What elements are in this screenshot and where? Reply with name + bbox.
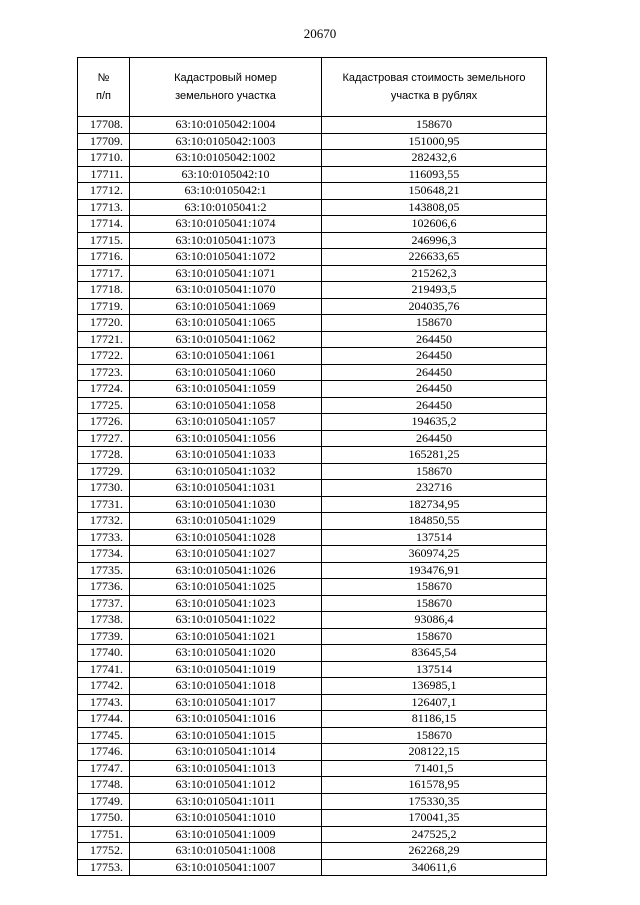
row-number: 17723. xyxy=(78,364,130,381)
cadastral-value: 208122,15 xyxy=(322,744,547,761)
cadastral-value: 161578,95 xyxy=(322,777,547,794)
header-cadastral-value xyxy=(322,58,547,117)
cadastral-value: 340611,6 xyxy=(322,859,547,876)
cadastral-number: 63:10:0105041:1060 xyxy=(130,364,322,381)
row-number: 17747. xyxy=(78,760,130,777)
cadastral-number: 63:10:0105041:1058 xyxy=(130,397,322,414)
cadastral-value: 158670 xyxy=(322,628,547,645)
table-row xyxy=(78,727,547,744)
cadastral-number: 63:10:0105042:1002 xyxy=(130,150,322,167)
cadastral-number: 63:10:0105042:1 xyxy=(130,183,322,200)
cadastral-value: 136985,1 xyxy=(322,678,547,695)
cadastral-value: 219493,5 xyxy=(322,282,547,299)
cadastral-number: 63:10:0105041:1056 xyxy=(130,430,322,447)
row-number: 17738. xyxy=(78,612,130,629)
cadastral-number: 63:10:0105041:1027 xyxy=(130,546,322,563)
header-cadastral-number xyxy=(130,58,322,117)
cadastral-value: 360974,25 xyxy=(322,546,547,563)
table-row xyxy=(78,414,547,431)
table-row xyxy=(78,843,547,860)
cadastral-number: 63:10:0105041:1022 xyxy=(130,612,322,629)
table-row xyxy=(78,249,547,266)
cadastral-number: 63:10:0105041:1031 xyxy=(130,480,322,497)
cadastral-number: 63:10:0105041:1070 xyxy=(130,282,322,299)
cadastral-number: 63:10:0105041:1021 xyxy=(130,628,322,645)
cadastral-number: 63:10:0105041:1013 xyxy=(130,760,322,777)
row-number: 17730. xyxy=(78,480,130,497)
table-row xyxy=(78,529,547,546)
cadastral-number: 63:10:0105042:1003 xyxy=(130,133,322,150)
cadastral-value: 182734,95 xyxy=(322,496,547,513)
cadastral-number: 63:10:0105041:1033 xyxy=(130,447,322,464)
row-number: 17742. xyxy=(78,678,130,695)
table-row xyxy=(78,661,547,678)
cadastral-number: 63:10:0105041:1062 xyxy=(130,331,322,348)
cadastral-value: 158670 xyxy=(322,595,547,612)
table-row xyxy=(78,859,547,876)
row-number: 17709. xyxy=(78,133,130,150)
table-row xyxy=(78,166,547,183)
table-row xyxy=(78,480,547,497)
cadastral-value: 264450 xyxy=(322,364,547,381)
table-row xyxy=(78,546,547,563)
table-row xyxy=(78,183,547,200)
cadastral-value: 193476,91 xyxy=(322,562,547,579)
row-number: 17718. xyxy=(78,282,130,299)
cadastral-value: 158670 xyxy=(322,579,547,596)
table-row xyxy=(78,315,547,332)
cadastral-value: 184850,55 xyxy=(322,513,547,530)
row-number: 17711. xyxy=(78,166,130,183)
page-number: 20670 xyxy=(303,26,337,41)
table-row xyxy=(78,645,547,662)
cadastral-value: 175330,35 xyxy=(322,793,547,810)
table-row xyxy=(78,777,547,794)
cadastral-value: 102606,6 xyxy=(322,216,547,233)
row-number: 17713. xyxy=(78,199,130,216)
table-row xyxy=(78,265,547,282)
cadastral-value: 226633,65 xyxy=(322,249,547,266)
cadastral-number: 63:10:0105041:1026 xyxy=(130,562,322,579)
cadastral-number: 63:10:0105041:1010 xyxy=(130,810,322,827)
row-number: 17714. xyxy=(78,216,130,233)
table-row xyxy=(78,711,547,728)
table-row xyxy=(78,595,547,612)
row-number: 17724. xyxy=(78,381,130,398)
row-number: 17745. xyxy=(78,727,130,744)
cadastral-number: 63:10:0105041:1025 xyxy=(130,579,322,596)
row-number: 17731. xyxy=(78,496,130,513)
table-row xyxy=(78,562,547,579)
cadastral-value: 143808,05 xyxy=(322,199,547,216)
row-number: 17739. xyxy=(78,628,130,645)
table-row xyxy=(78,117,547,134)
row-number: 17717. xyxy=(78,265,130,282)
row-number: 17726. xyxy=(78,414,130,431)
row-number: 17712. xyxy=(78,183,130,200)
cadastral-value: 264450 xyxy=(322,348,547,365)
row-number: 17741. xyxy=(78,661,130,678)
cadastral-value: 116093,55 xyxy=(322,166,547,183)
cadastral-value: 83645,54 xyxy=(322,645,547,662)
row-number: 17728. xyxy=(78,447,130,464)
table-body xyxy=(78,117,547,876)
cadastral-number: 63:10:0105041:1029 xyxy=(130,513,322,530)
row-number: 17715. xyxy=(78,232,130,249)
cadastral-value: 150648,21 xyxy=(322,183,547,200)
cadastral-value-table xyxy=(77,57,547,876)
row-number: 17749. xyxy=(78,793,130,810)
row-number: 17725. xyxy=(78,397,130,414)
table-row xyxy=(78,463,547,480)
header-num xyxy=(78,58,130,117)
cadastral-number: 63:10:0105041:1020 xyxy=(130,645,322,662)
header-num-text: № п/п xyxy=(96,72,111,102)
row-number: 17720. xyxy=(78,315,130,332)
cadastral-number: 63:10:0105041:1008 xyxy=(130,843,322,860)
table-row xyxy=(78,447,547,464)
cadastral-number: 63:10:0105041:1023 xyxy=(130,595,322,612)
row-number: 17735. xyxy=(78,562,130,579)
cadastral-number: 63:10:0105041:1069 xyxy=(130,298,322,315)
header-cadastral-number-text: Кадастровый номер земельного участка xyxy=(174,72,277,102)
cadastral-value: 247525,2 xyxy=(322,826,547,843)
cadastral-number: 63:10:0105041:1012 xyxy=(130,777,322,794)
cadastral-number: 63:10:0105041:1028 xyxy=(130,529,322,546)
row-number: 17750. xyxy=(78,810,130,827)
table-row xyxy=(78,744,547,761)
cadastral-number: 63:10:0105041:1059 xyxy=(130,381,322,398)
row-number: 17748. xyxy=(78,777,130,794)
row-number: 17744. xyxy=(78,711,130,728)
row-number: 17743. xyxy=(78,694,130,711)
cadastral-value: 264450 xyxy=(322,397,547,414)
cadastral-number: 63:10:0105041:1019 xyxy=(130,661,322,678)
cadastral-number: 63:10:0105041:1061 xyxy=(130,348,322,365)
cadastral-value: 71401,5 xyxy=(322,760,547,777)
cadastral-value: 158670 xyxy=(322,117,547,134)
cadastral-number: 63:10:0105041:1072 xyxy=(130,249,322,266)
row-number: 17729. xyxy=(78,463,130,480)
table-row xyxy=(78,150,547,167)
cadastral-number: 63:10:0105041:1065 xyxy=(130,315,322,332)
table-row xyxy=(78,381,547,398)
row-number: 17722. xyxy=(78,348,130,365)
table-row xyxy=(78,678,547,695)
cadastral-value: 158670 xyxy=(322,727,547,744)
table-row xyxy=(78,232,547,249)
cadastral-number: 63:10:0105041:1073 xyxy=(130,232,322,249)
row-number: 17752. xyxy=(78,843,130,860)
cadastral-number: 63:10:0105041:1017 xyxy=(130,694,322,711)
cadastral-number: 63:10:0105041:2 xyxy=(130,199,322,216)
row-number: 17733. xyxy=(78,529,130,546)
table-row xyxy=(78,364,547,381)
cadastral-value: 232716 xyxy=(322,480,547,497)
cadastral-value: 246996,3 xyxy=(322,232,547,249)
cadastral-number: 63:10:0105041:1074 xyxy=(130,216,322,233)
table-row xyxy=(78,199,547,216)
cadastral-value: 137514 xyxy=(322,529,547,546)
row-number: 17719. xyxy=(78,298,130,315)
cadastral-value: 264450 xyxy=(322,430,547,447)
table-row xyxy=(78,397,547,414)
cadastral-value: 137514 xyxy=(322,661,547,678)
cadastral-number: 63:10:0105041:1057 xyxy=(130,414,322,431)
cadastral-value: 215262,3 xyxy=(322,265,547,282)
table-row xyxy=(78,612,547,629)
row-number: 17710. xyxy=(78,150,130,167)
table-row xyxy=(78,348,547,365)
cadastral-value: 165281,25 xyxy=(322,447,547,464)
cadastral-value: 282432,6 xyxy=(322,150,547,167)
table-row xyxy=(78,810,547,827)
cadastral-value: 194635,2 xyxy=(322,414,547,431)
cadastral-number: 63:10:0105041:1011 xyxy=(130,793,322,810)
table-row xyxy=(78,579,547,596)
header-cadastral-value-text: Кадастровая стоимость земельного участка в рублях xyxy=(342,72,526,102)
cadastral-number: 63:10:0105042:1004 xyxy=(130,117,322,134)
cadastral-value: 93086,4 xyxy=(322,612,547,629)
cadastral-number: 63:10:0105042:10 xyxy=(130,166,322,183)
table-row xyxy=(78,496,547,513)
cadastral-value: 170041,35 xyxy=(322,810,547,827)
cadastral-number: 63:10:0105041:1009 xyxy=(130,826,322,843)
row-number: 17734. xyxy=(78,546,130,563)
cadastral-value: 81186,15 xyxy=(322,711,547,728)
row-number: 17740. xyxy=(78,645,130,662)
cadastral-value: 158670 xyxy=(322,463,547,480)
table-row xyxy=(78,513,547,530)
cadastral-value: 151000,95 xyxy=(322,133,547,150)
row-number: 17716. xyxy=(78,249,130,266)
row-number: 17746. xyxy=(78,744,130,761)
row-number: 17751. xyxy=(78,826,130,843)
row-number: 17753. xyxy=(78,859,130,876)
row-number: 17736. xyxy=(78,579,130,596)
table-row xyxy=(78,216,547,233)
row-number: 17708. xyxy=(78,117,130,134)
cadastral-value: 158670 xyxy=(322,315,547,332)
table-header xyxy=(78,58,547,117)
table-row xyxy=(78,282,547,299)
table-row xyxy=(78,133,547,150)
cadastral-number: 63:10:0105041:1032 xyxy=(130,463,322,480)
table-row xyxy=(78,331,547,348)
cadastral-value: 264450 xyxy=(322,331,547,348)
row-number: 17732. xyxy=(78,513,130,530)
cadastral-number: 63:10:0105041:1071 xyxy=(130,265,322,282)
cadastral-value: 264450 xyxy=(322,381,547,398)
cadastral-value: 262268,29 xyxy=(322,843,547,860)
cadastral-value: 126407,1 xyxy=(322,694,547,711)
cadastral-number: 63:10:0105041:1014 xyxy=(130,744,322,761)
cadastral-number: 63:10:0105041:1007 xyxy=(130,859,322,876)
cadastral-number: 63:10:0105041:1016 xyxy=(130,711,322,728)
header-row xyxy=(78,58,547,117)
cadastral-number: 63:10:0105041:1018 xyxy=(130,678,322,695)
table-row xyxy=(78,760,547,777)
cadastral-value: 204035,76 xyxy=(322,298,547,315)
table-row xyxy=(78,793,547,810)
cadastral-number: 63:10:0105041:1015 xyxy=(130,727,322,744)
table-row xyxy=(78,628,547,645)
cadastral-number: 63:10:0105041:1030 xyxy=(130,496,322,513)
table-row xyxy=(78,298,547,315)
table-row xyxy=(78,826,547,843)
row-number: 17727. xyxy=(78,430,130,447)
table-row xyxy=(78,430,547,447)
table-row xyxy=(78,694,547,711)
row-number: 17721. xyxy=(78,331,130,348)
row-number: 17737. xyxy=(78,595,130,612)
